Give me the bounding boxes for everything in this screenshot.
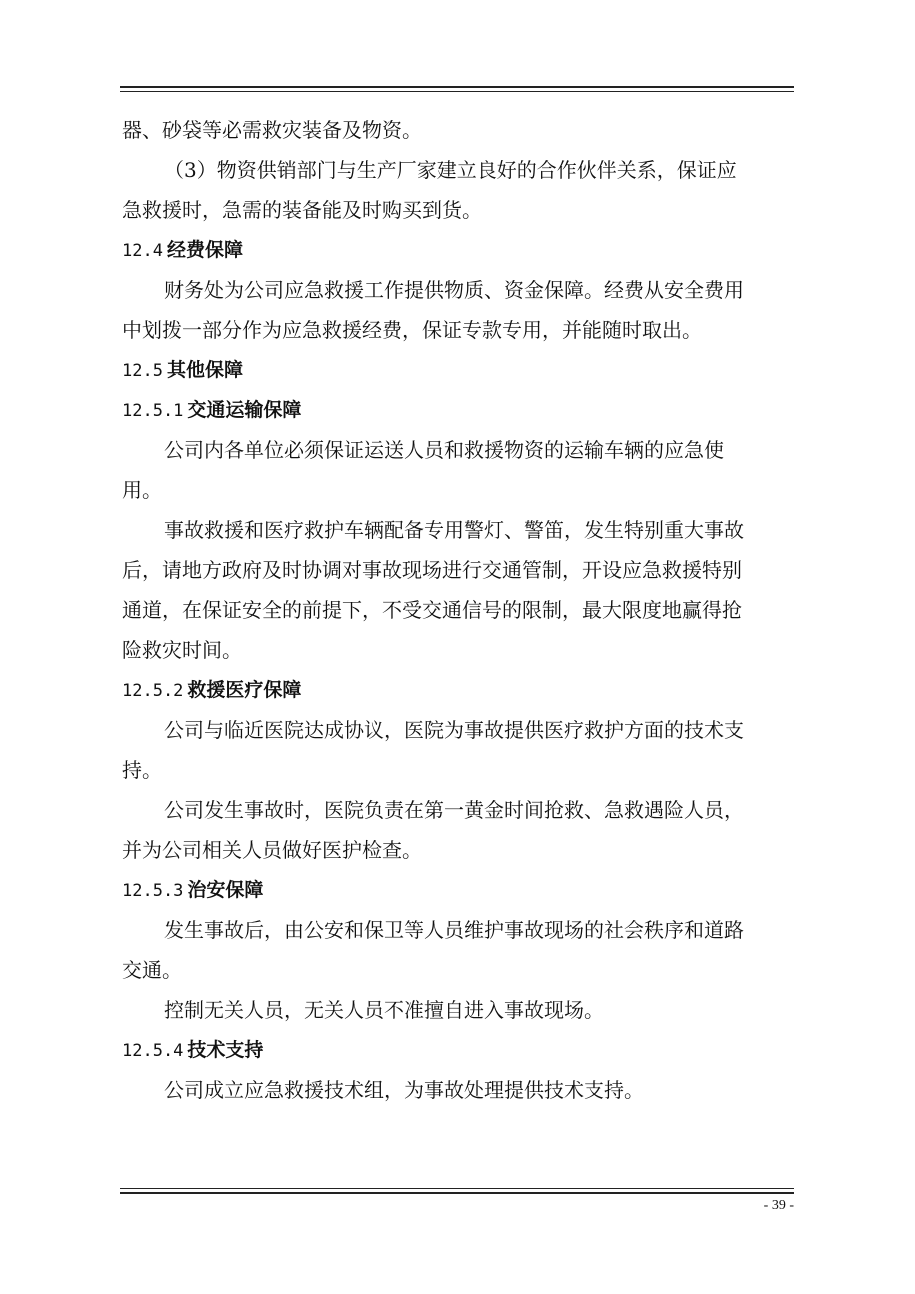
footer-rule-thick: [120, 1192, 794, 1194]
body-line: 器、砂袋等必需救灾装备及物资。: [122, 118, 422, 142]
body-line: 财务处为公司应急救援工作提供物质、资金保障。经费从安全费用: [164, 278, 744, 302]
section-title: 经费保障: [166, 239, 243, 261]
section-title: 交通运输保障: [187, 399, 302, 421]
section-title: 救援医疗保障: [187, 679, 302, 701]
section-heading: [122, 230, 794, 270]
body-line: 交通。: [122, 958, 182, 982]
body-line: 公司成立应急救援技术组，为事故处理提供技术支持。: [164, 1078, 644, 1102]
body-line: 通道，在保证安全的前提下，不受交通信号的限制，最大限度地赢得抢: [122, 598, 742, 622]
body-line: 公司与临近医院达成协议，医院为事故提供医疗救护方面的技术支: [164, 718, 744, 742]
section-number: 12.5.4: [122, 1041, 184, 1061]
subsection-heading: [122, 670, 794, 710]
body-line: （3）物资供销部门与生产厂家建立良好的合作伙伴关系，保证应: [164, 158, 737, 182]
body-line: 控制无关人员，无关人员不准擅自进入事故现场。: [164, 998, 604, 1022]
section-heading: [122, 350, 794, 390]
document-body: [122, 110, 794, 1110]
section-number: 12.5.2: [122, 681, 184, 701]
body-line: 公司发生事故时，医院负责在第一黄金时间抢救、急救遇险人员，: [164, 798, 744, 822]
body-line: 事故救援和医疗救护车辆配备专用警灯、警笛，发生特别重大事故: [164, 518, 744, 542]
section-number: 12.5.3: [122, 881, 184, 901]
section-title: 技术支持: [187, 1039, 264, 1061]
body-line: 后，请地方政府及时协调对事故现场进行交通管制，开设应急救援特别: [122, 558, 742, 582]
section-number: 12.4: [122, 241, 163, 261]
subsection-heading: [122, 390, 794, 430]
body-line: 急救援时，急需的装备能及时购买到货。: [122, 198, 482, 222]
section-number: 12.5.1: [122, 401, 184, 421]
body-line: 中划拨一部分作为应急救援经费，保证专款专用，并能随时取出。: [122, 318, 702, 342]
header-rule-thin: [120, 91, 794, 92]
section-title: 治安保障: [187, 879, 264, 901]
subsection-heading: [122, 870, 794, 910]
page-number: - 39 -: [763, 1198, 794, 1213]
body-line: 持。: [122, 758, 162, 782]
header-rule-thick: [120, 86, 794, 88]
section-number: 12.5: [122, 361, 163, 381]
body-line: 公司内各单位必须保证运送人员和救援物资的运输车辆的应急使: [164, 438, 724, 462]
section-title: 其他保障: [166, 359, 243, 381]
body-line: 险救灾时间。: [122, 638, 242, 662]
subsection-heading: [122, 1030, 794, 1070]
body-line: 用。: [122, 478, 162, 502]
footer-rule-thin: [120, 1188, 794, 1189]
body-line: 并为公司相关人员做好医护检查。: [122, 838, 422, 862]
body-line: 发生事故后，由公安和保卫等人员维护事故现场的社会秩序和道路: [164, 918, 744, 942]
